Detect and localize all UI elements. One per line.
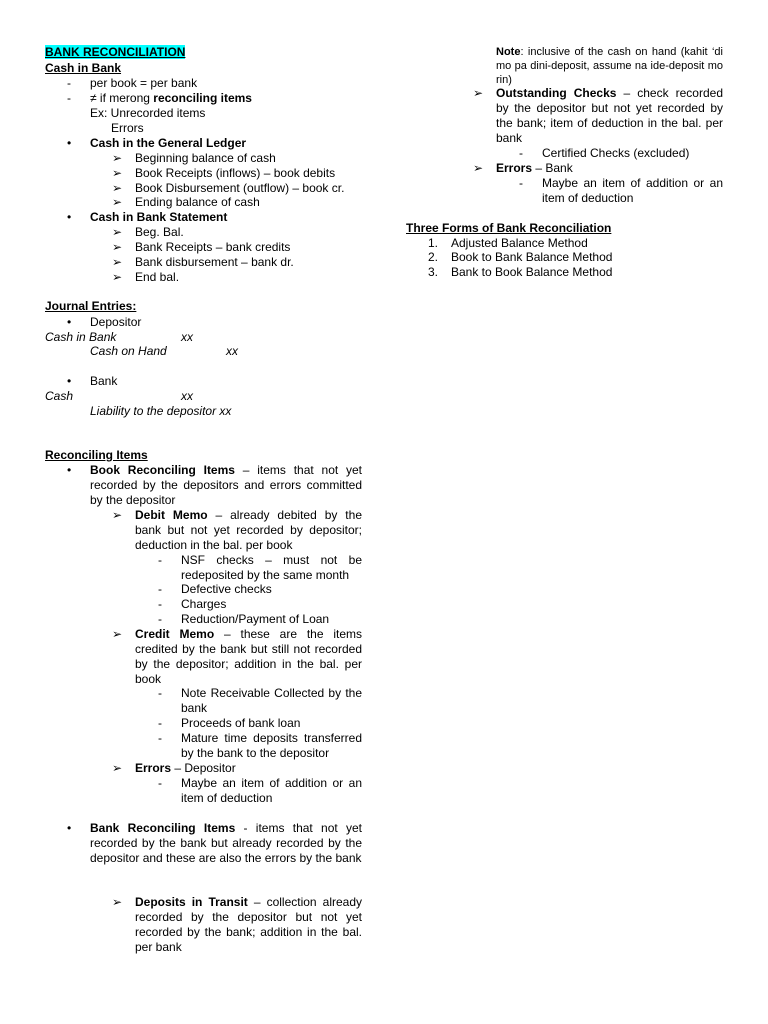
sub-item: NSF checks – must not be redeposited by the same month [181,553,362,582]
deposits-in-transit: Deposits in Transit – collection already recorded by the depositor but not yet recorded by the bank; addition in the bal. per bank [135,895,363,954]
list-number: 2. [428,250,439,264]
arrow-icon: ➢ [112,225,123,239]
arrow-icon: ➢ [112,270,123,284]
list-item: Book Receipts (inflows) – book debits [135,166,336,180]
per-book-line: per book = per bank [90,76,198,90]
arrow-icon: ➢ [112,627,123,641]
dash-bullet: - [158,612,162,626]
form-item: Book to Bank Balance Method [451,250,613,264]
arrow-icon: ➢ [112,761,123,775]
reconciling-heading: Reconciling Items [45,448,148,462]
sub-item: Certified Checks (excluded) [542,146,690,160]
debit-memo: Debit Memo – already debited by the bank but not yet recorded by depositor; deduction in the bal. per book [135,508,362,552]
arrow-icon: ➢ [112,240,123,254]
bank-reconciling-items: Bank Reconciling Items - items that not yet recorded by the bank but already recorded by the depositor and these are also the errors by the bank [90,821,362,865]
sub-item: Charges [181,597,227,611]
reconciling-line: ≠ if merong reconciling items [90,91,252,105]
book-reconciling-items: Book Reconciling Items – items that not yet recorded by the depositors and errors committed by the depositor [90,463,363,507]
sub-item: Mature time deposits transferred by the bank to the depositor [181,731,362,760]
dash-bullet: - [67,76,71,90]
dash-bullet: - [67,91,71,105]
form-item: Bank to Book Balance Method [451,265,613,279]
sub-item: Reduction/Payment of Loan [181,612,330,626]
bullet-icon: • [67,821,72,835]
outstanding-checks: Outstanding Checks – check recorded by the depositor but not yet recorded by the bank; item of deduction in the bal. per bank [496,86,723,145]
dash-bullet: - [158,582,162,596]
journal-credit: Liability to the depositor xx [90,404,232,418]
journal-debit: Cash [45,389,74,403]
form-item: Adjusted Balance Method [451,236,588,250]
sub-item: Maybe an item of addition or an item of deduction [542,176,723,205]
journal-credit: Cash on Hand [90,344,167,358]
list-number: 1. [428,236,439,250]
list-item: Bank Receipts – bank credits [135,240,291,254]
errors-bank: Errors – Bank [496,161,573,175]
note-text: Note: inclusive of the cash on hand (kahit ‘di mo pa dini-deposit, assume na ide-deposit mo rin) [496,46,723,86]
dash-bullet: - [519,146,523,160]
list-number: 3. [428,265,439,279]
dash-bullet: - [158,597,162,611]
dash-bullet: - [158,686,162,700]
sub-item: Defective checks [181,582,272,596]
arrow-icon: ➢ [112,181,123,195]
arrow-icon: ➢ [112,255,123,269]
list-item: Ending balance of cash [135,195,260,209]
dash-bullet: - [158,731,162,745]
bullet-icon: • [67,374,72,388]
journal-heading: Journal Entries: [45,299,137,313]
journal-debit: Cash in Bank [45,330,117,344]
arrow-icon: ➢ [112,166,123,180]
sub-item: Maybe an item of addition or an item of deduction [181,776,362,805]
bullet-icon: • [67,136,72,150]
list-item: Bank disbursement – bank dr. [135,255,294,269]
statement-heading: Cash in Bank Statement [90,210,228,224]
bullet-icon: • [67,315,72,329]
doc-title: BANK RECONCILIATION [45,45,186,59]
arrow-icon: ➢ [112,151,123,165]
arrow-icon: ➢ [112,195,123,209]
forms-heading: Three Forms of Bank Reconciliation [406,221,612,235]
example-line: Ex: Unrecorded items [90,106,206,120]
ledger-heading: Cash in the General Ledger [90,136,247,150]
bank-label: Bank [90,374,118,388]
dash-bullet: - [158,776,162,790]
arrow-icon: ➢ [473,86,484,100]
list-item: Beginning balance of cash [135,151,276,165]
credit-memo: Credit Memo – these are the items credited by the bank but still not recorded by the depositor; addition in the bal. per book [135,627,362,686]
dash-bullet: - [158,553,162,567]
list-item: End bal. [135,270,180,284]
sub-item: Proceeds of bank loan [181,716,301,730]
bullet-icon: • [67,463,72,477]
sub-item: Note Receivable Collected by the bank [181,686,362,715]
list-item: Beg. Bal. [135,225,184,239]
dash-bullet: - [158,716,162,730]
arrow-icon: ➢ [112,895,123,909]
cash-in-bank-heading: Cash in Bank [45,61,122,75]
list-item: Book Disbursement (outflow) – book cr. [135,181,345,195]
errors-depositor: Errors – Depositor [135,761,236,775]
bullet-icon: • [67,210,72,224]
journal-amount: xx [181,389,193,403]
arrow-icon: ➢ [112,508,123,522]
journal-amount: xx [181,330,193,344]
arrow-icon: ➢ [473,161,484,175]
journal-amount: xx [226,344,238,358]
errors-line: Errors [111,121,144,135]
depositor-label: Depositor [90,315,142,329]
dash-bullet: - [519,176,523,190]
